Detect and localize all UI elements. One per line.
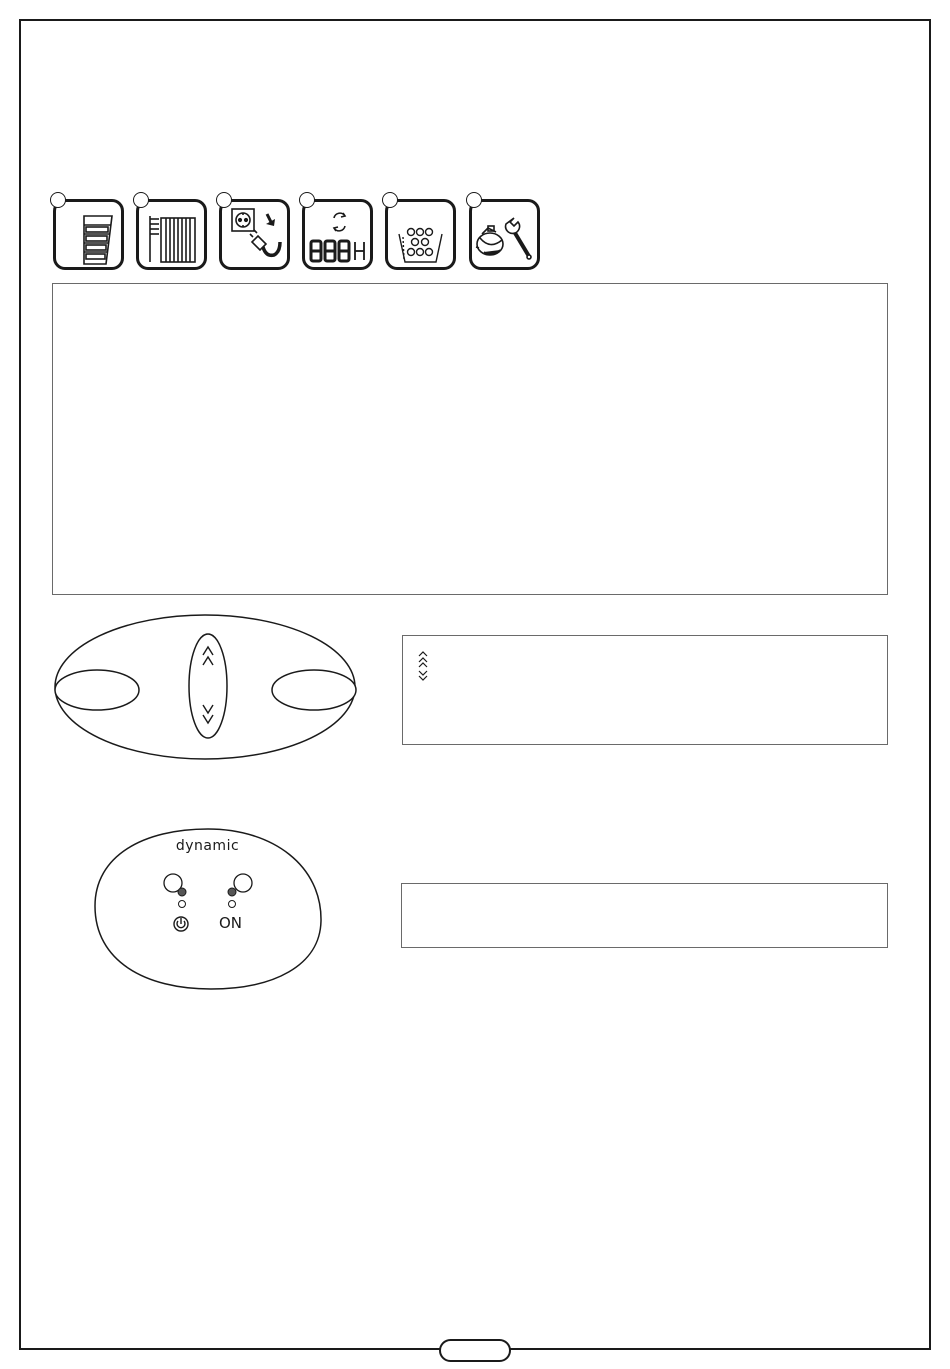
left-remote-button: [55, 670, 139, 710]
led-on-active: [228, 888, 236, 896]
marker-right: [234, 874, 252, 892]
hour-counter-icon: [302, 199, 373, 270]
led-standby-off: [179, 901, 186, 908]
unplug-socket-icon: [219, 199, 290, 270]
chevron-legend: [415, 651, 435, 687]
remote-legend-box: [402, 635, 888, 745]
led-standby-on: [178, 888, 186, 896]
radiator-icon: [136, 199, 207, 270]
brand-label: dynamic: [175, 838, 240, 854]
remote-control-illustration: [50, 613, 362, 763]
comfort-levels-icon: [53, 199, 124, 270]
on-label: ON: [219, 914, 243, 932]
page-number-tab: [439, 1339, 511, 1362]
led-on-inactive: [229, 901, 236, 908]
chevron-legend-icon: [415, 651, 435, 687]
description-box: [52, 283, 888, 595]
panel-legend-box: [401, 883, 888, 948]
bin-disposal-icon: [385, 199, 456, 270]
right-remote-button: [272, 670, 356, 710]
servicing-tools-icon: [469, 199, 540, 270]
